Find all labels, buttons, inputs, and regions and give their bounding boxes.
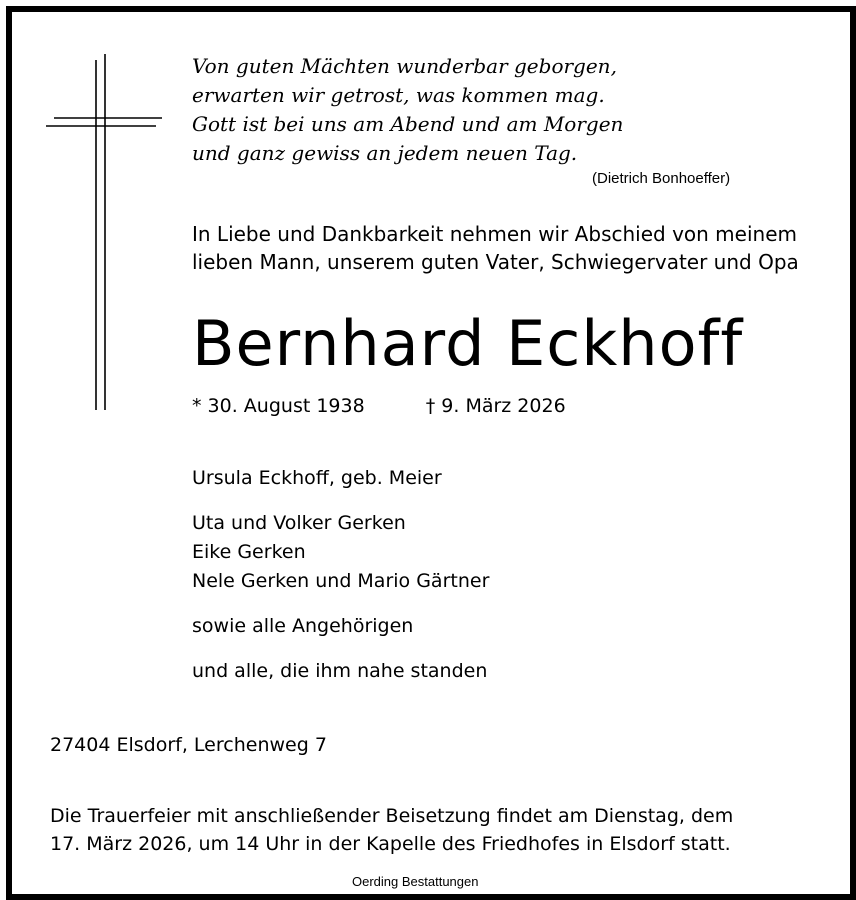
others-line: und alle, die ihm nahe standen [192,660,488,682]
poem-line: und ganz gewiss an jedem neuen Tag. [192,141,578,165]
family-address: 27404 Elsdorf, Lerchenweg 7 [50,734,327,756]
poem-line: erwarten wir getrost, was kommen mag. [192,83,605,107]
poem-attribution: (Dietrich Bonhoeffer) [592,170,731,187]
mourners-list [192,464,489,686]
children-list [192,509,489,596]
funeral-line: Die Trauerfeier mit anschließender Beisetzung findet am Dienstag, dem [50,805,734,827]
intro-text [192,220,832,276]
relatives-line: sowie alle Angehörigen [192,615,414,637]
obituary-frame [6,6,856,900]
funeral-notice [50,802,830,858]
undertaker-name: Oerding Bestattungen [352,874,479,889]
intro-line: lieben Mann, unserem guten Vater, Schwiegervater und Opa [192,250,799,274]
list-item: Uta und Volker Gerken [192,512,406,534]
life-dates [192,395,566,417]
poem [192,52,752,168]
spouse-name: Ursula Eckhoff, geb. Meier [192,467,442,489]
death-date: † 9. März 2026 [425,395,566,417]
list-item: Nele Gerken und Mario Gärtner [192,570,490,592]
intro-line: In Liebe und Dankbarkeit nehmen wir Abschied von meinem [192,222,797,246]
poem-line: Von guten Mächten wunderbar geborgen, [192,54,617,78]
list-item: Eike Gerken [192,541,306,563]
birth-date: * 30. August 1938 [192,395,365,417]
deceased-name: Bernhard Eckhoff [192,307,744,380]
poem-line: Gott ist bei uns am Abend und am Morgen [192,112,624,136]
funeral-line: 17. März 2026, um 14 Uhr in der Kapelle des Friedhofes in Elsdorf statt. [50,833,731,855]
